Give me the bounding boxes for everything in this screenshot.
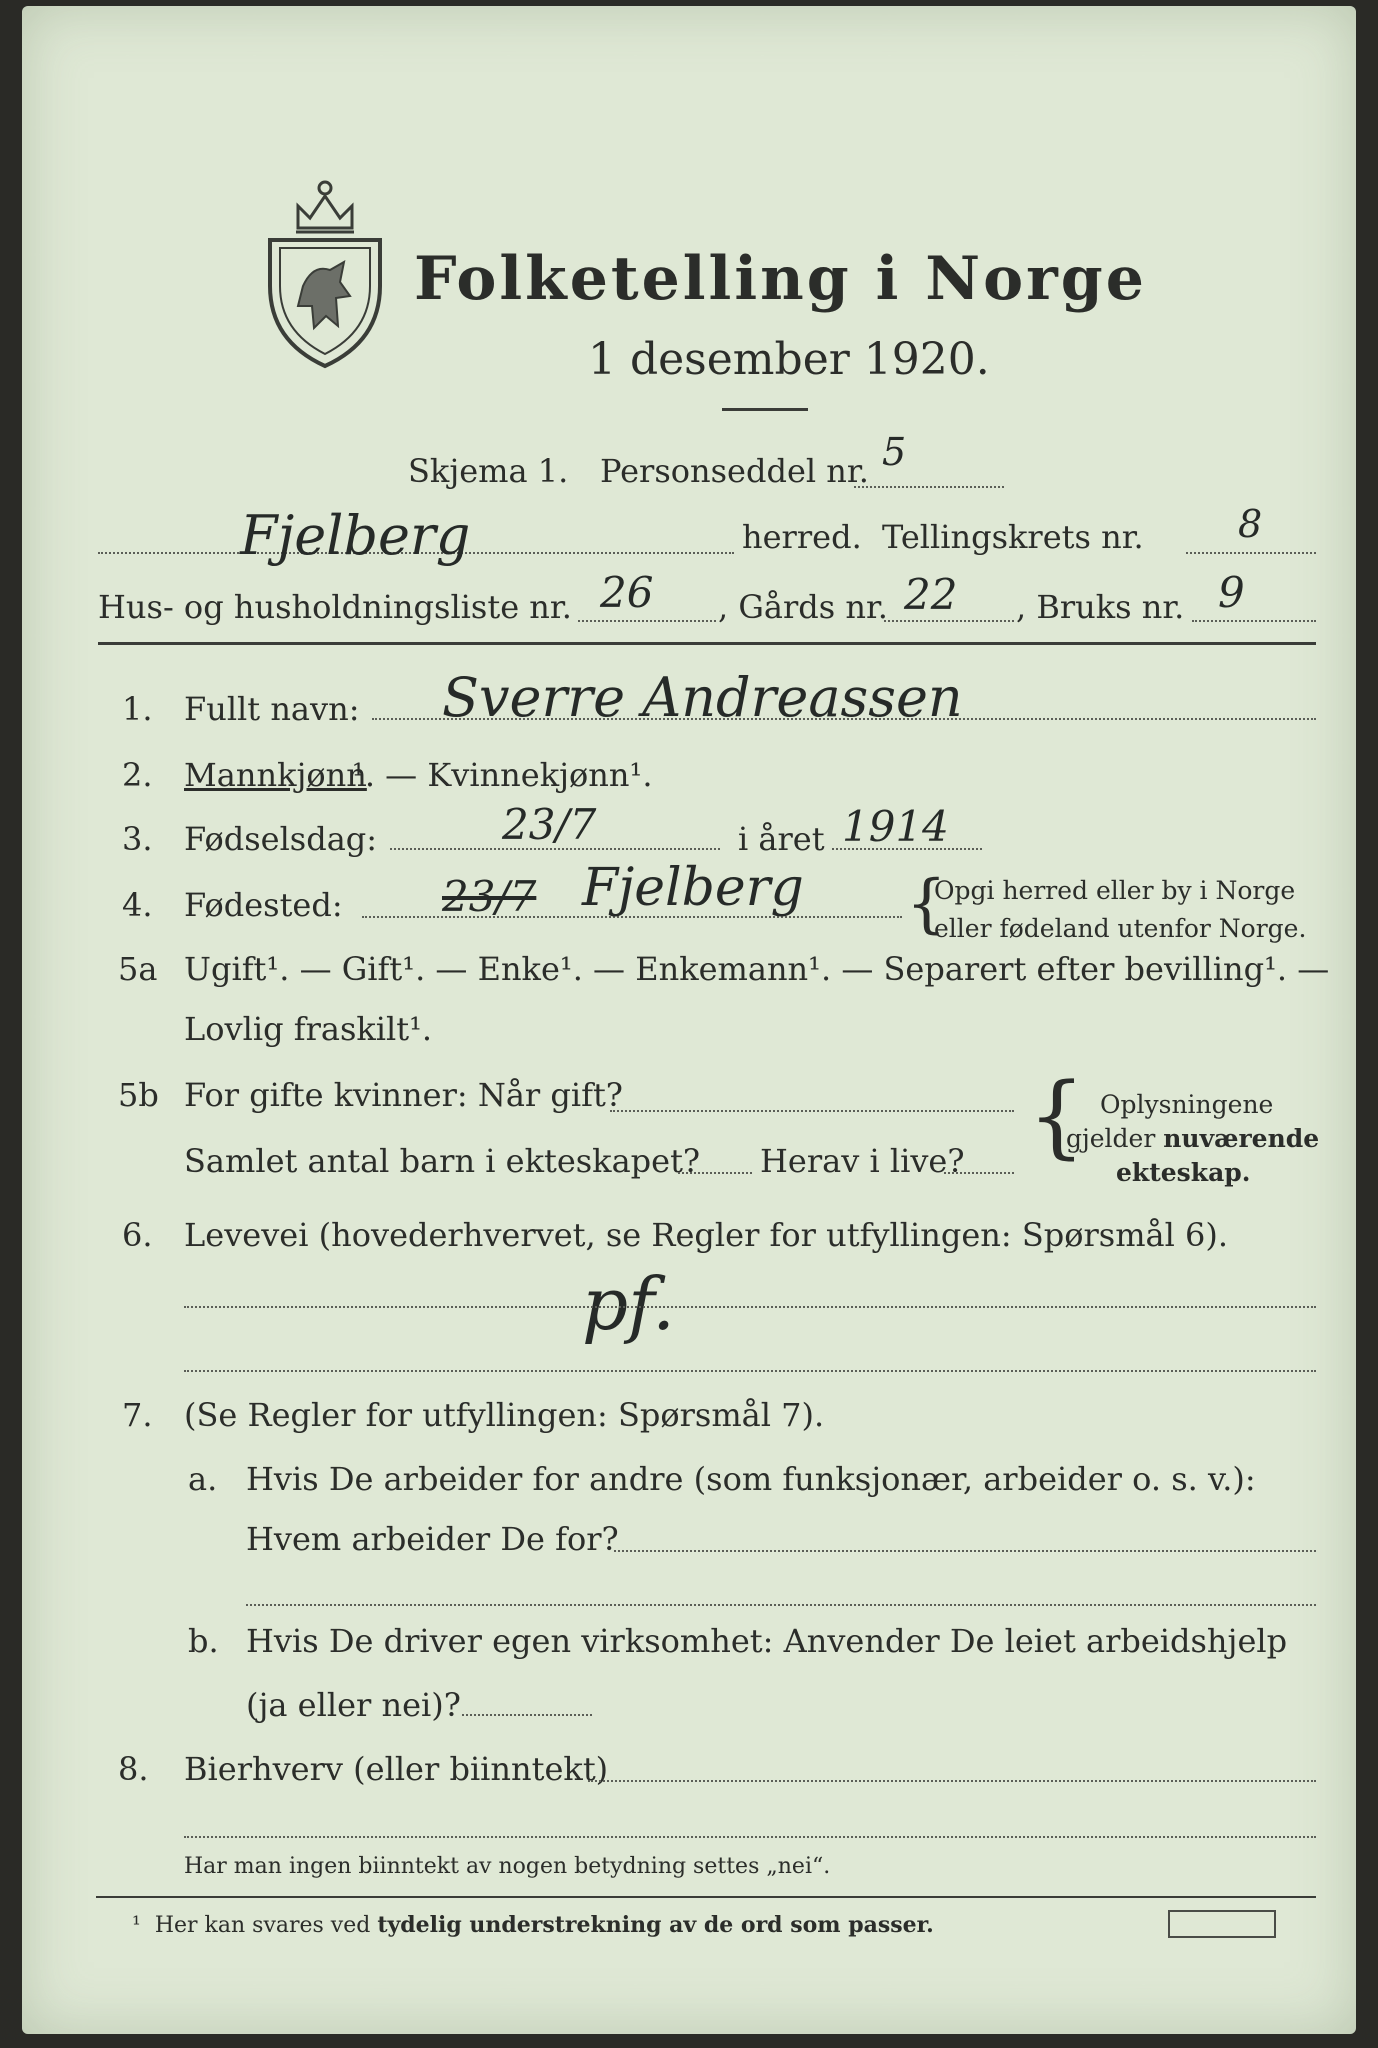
husliste-label: Hus- og husholdningsliste nr. <box>98 588 572 626</box>
q5b-note-line-1: Oplysningene <box>1100 1090 1274 1119</box>
tellingskrets-value[interactable]: 8 <box>1238 502 1263 546</box>
q4-number: 4. <box>122 886 153 924</box>
q2-number: 2. <box>122 756 153 794</box>
q5b-alive-label: Herav i live? <box>760 1142 965 1180</box>
birthplace-value[interactable]: Fjelberg <box>582 858 804 918</box>
gards-label: , Gårds nr. <box>718 588 888 626</box>
q7b-letter: b. <box>188 1622 219 1660</box>
footnote-text: Her kan svares ved <box>154 1913 378 1938</box>
title-divider <box>722 408 808 411</box>
q6-label: Levevei (hovederhvervet, se Regler for utfyllingen: Spørsmål 6). <box>184 1216 1229 1254</box>
occupation-value[interactable]: pf. <box>582 1262 676 1346</box>
husliste-value[interactable]: 26 <box>600 568 654 617</box>
q4-note-line-2: eller fødeland utenfor Norge. <box>934 914 1307 943</box>
marital-status-options[interactable]: Ugift¹. — Gift¹. — Enke¹. — Enkemann¹. — Separert efter bevilling¹. — <box>184 950 1330 988</box>
q4-note-brace: { <box>906 867 947 941</box>
footnote-mark: ¹ <box>132 1913 141 1938</box>
gender-female-option[interactable]: ¹. — Kvinnekjønn¹. <box>352 756 653 794</box>
herred-value[interactable]: Fjelberg <box>240 504 471 567</box>
q5b-note-line-3: ekteskap. <box>1116 1158 1251 1187</box>
marital-status-divorced-option[interactable]: Lovlig fraskilt¹. <box>184 1010 433 1048</box>
husliste-line <box>578 620 716 622</box>
footer-divider <box>96 1896 1316 1898</box>
q7a-employer-line[interactable] <box>614 1550 1316 1552</box>
q8-line-2[interactable] <box>184 1836 1316 1838</box>
q5b-note-line-2b: nuværende <box>1163 1124 1320 1153</box>
q5b-married-when-line[interactable] <box>610 1110 1014 1112</box>
q7a-line-2: Hvem arbeider De for? <box>246 1520 619 1558</box>
bruks-value[interactable]: 9 <box>1218 568 1245 617</box>
census-form-page <box>22 6 1356 2034</box>
skjema-label: Skjema 1. <box>408 452 569 490</box>
q5b-married-when-label: For gifte kvinner: Når gift? <box>184 1076 623 1114</box>
q3-year-label: i året <box>738 820 825 858</box>
tellingskrets-line <box>1186 552 1316 554</box>
q4-note-line-1: Opgi herred eller by i Norge <box>934 876 1296 905</box>
q6-line-2 <box>184 1370 1316 1372</box>
q1-label: Fullt navn: <box>184 690 360 728</box>
personseddel-line <box>854 486 1004 488</box>
q7b-answer-line[interactable] <box>462 1714 592 1716</box>
q7b-line-2: (ja eller nei)? <box>246 1686 461 1724</box>
gards-value[interactable]: 22 <box>904 570 958 619</box>
q7-label: (Se Regler for utfyllingen: Spørsmål 7). <box>184 1396 825 1434</box>
q7-number: 7. <box>122 1396 153 1434</box>
q6-line-1 <box>184 1306 1316 1308</box>
gards-line <box>884 620 1014 622</box>
personseddel-value[interactable]: 5 <box>882 430 907 474</box>
q8-number: 8. <box>118 1750 149 1788</box>
q5b-note-line-2 <box>1066 1124 1319 1153</box>
q3-number: 3. <box>122 820 153 858</box>
q1-number: 1. <box>122 690 153 728</box>
footnote-bold-text: tydelig understrekning av de ord som passer. <box>377 1912 934 1938</box>
form-title: Folketelling i Norge <box>414 244 1147 314</box>
q7a-letter: a. <box>188 1460 218 1498</box>
q5a-number: 5a <box>118 950 158 988</box>
section-divider <box>98 642 1316 645</box>
personseddel-label: Personseddel nr. <box>600 452 869 490</box>
q4-label: Fødested: <box>184 886 343 924</box>
q5b-note-brace: { <box>1028 1064 1086 1169</box>
q6-number: 6. <box>122 1216 153 1254</box>
printer-stamp-icon <box>1168 1910 1276 1938</box>
q5b-number: 5b <box>118 1076 159 1114</box>
q7b-line-1: Hvis De driver egen virksomhet: Anvender De leiet arbeidshjelp <box>246 1622 1288 1660</box>
q5b-alive-line[interactable] <box>944 1172 1014 1174</box>
bruks-label: , Bruks nr. <box>1016 588 1185 626</box>
footnote <box>132 1912 934 1938</box>
gender-male-option[interactable]: Mannkjønn <box>184 756 367 794</box>
herred-label: herred. <box>742 518 862 556</box>
full-name-value[interactable]: Sverre Andreassen <box>442 666 963 729</box>
no-income-note: Har man ingen biinntekt av nogen betydning settes „nei“. <box>184 1854 831 1879</box>
birthdate-value[interactable]: 23/7 <box>502 800 597 849</box>
tellingskrets-label: Tellingskrets nr. <box>882 518 1144 556</box>
q5b-children-label: Samlet antal barn i ekteskapet? <box>184 1142 701 1180</box>
birth-year-value[interactable]: 1914 <box>842 802 949 851</box>
q8-label: Bierhverv (eller biinntekt) <box>184 1750 609 1788</box>
coat-of-arms-icon <box>258 166 392 376</box>
census-date: 1 desember 1920. <box>588 334 990 385</box>
q7a-line-1: Hvis De arbeider for andre (som funksjonær, arbeider o. s. v.): <box>246 1460 1256 1498</box>
q5b-note-line-2a: gjelder <box>1066 1124 1164 1153</box>
q7a-extra-line[interactable] <box>246 1604 1316 1606</box>
birthplace-struck-value: 23/7 <box>442 872 537 921</box>
q3-label: Fødselsdag: <box>184 820 378 858</box>
bruks-line <box>1192 620 1316 622</box>
q8-line-1[interactable] <box>588 1780 1316 1782</box>
q5b-children-line[interactable] <box>678 1172 752 1174</box>
